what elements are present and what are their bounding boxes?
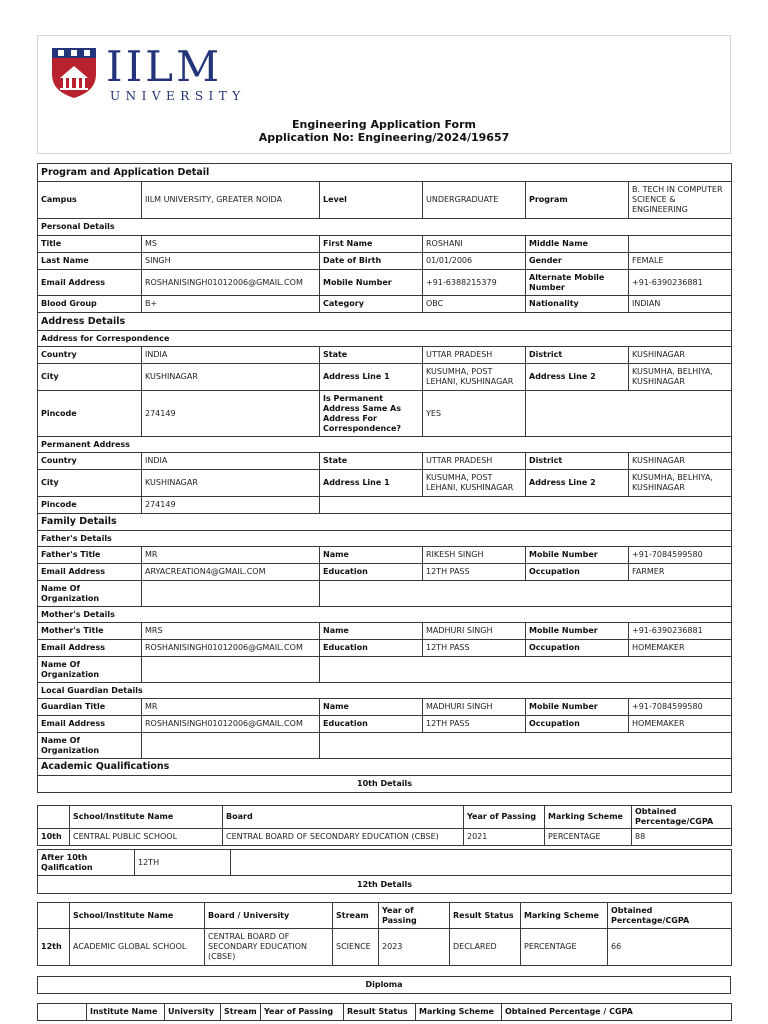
twelfth-row-label: 12th — [38, 929, 70, 966]
twelfth-header-stream: Stream — [333, 903, 379, 929]
mother-email-value: ROSHANISINGH01012006@GMAIL.COM — [142, 640, 320, 657]
tenth-scheme: PERCENTAGE — [545, 829, 632, 846]
father-org-label: Name Of Organization — [38, 581, 142, 607]
father-education-label: Education — [320, 564, 423, 581]
last-name-value: SINGH — [142, 253, 320, 270]
father-email-label: Email Address — [38, 564, 142, 581]
same-address-label: Is Permanent Address Same As Address For Correspondence? — [320, 391, 423, 437]
address-line1-value: KUSUMHA, POST LEHANI, KUSHINAGAR — [423, 364, 526, 391]
empty-cell — [231, 850, 732, 876]
pincode-label: Pincode — [38, 391, 142, 437]
logo-subtitle: UNIVERSITY — [110, 89, 246, 103]
email-value: ROSHANISINGH01012006@GMAIL.COM — [142, 270, 320, 296]
tenth-year: 2021 — [464, 829, 545, 846]
guardian-org-value — [142, 733, 320, 759]
first-name-label: First Name — [320, 236, 423, 253]
mother-mobile-value: +91-6390236881 — [629, 623, 732, 640]
university-logo — [48, 42, 246, 103]
section-family: Family Details — [38, 514, 732, 531]
twelfth-table — [37, 902, 732, 966]
mother-title-value: MRS — [142, 623, 320, 640]
guardian-org-label: Name Of Organization — [38, 733, 142, 759]
empty-cell — [526, 391, 732, 437]
guardian-title-label: Guardian Title — [38, 699, 142, 716]
crest-icon — [48, 44, 100, 98]
father-name-value: RIKESH SINGH — [423, 547, 526, 564]
guardian-occupation-label: Occupation — [526, 716, 629, 733]
category-label: Category — [320, 296, 423, 313]
after-tenth-label: After 10th Qalification — [38, 850, 135, 876]
twelfth-heading: 12th Details — [38, 876, 732, 894]
diploma-header-percentage: Obtained Percentage / CGPA — [502, 1004, 732, 1021]
perm-state-label: State — [320, 453, 423, 470]
level-label: Level — [320, 182, 423, 219]
state-value: UTTAR PRADESH — [423, 347, 526, 364]
perm-state-value: UTTAR PRADESH — [423, 453, 526, 470]
empty-cell — [320, 657, 732, 683]
section-program: Program and Application Detail — [38, 164, 732, 182]
state-label: State — [320, 347, 423, 364]
tenth-school: CENTRAL PUBLIC SCHOOL — [70, 829, 223, 846]
guardian-name-label: Name — [320, 699, 423, 716]
twelfth-year: 2023 — [379, 929, 450, 966]
tenth-header-school: School/Institute Name — [70, 806, 223, 829]
perm-pincode-value: 274149 — [142, 497, 320, 514]
pincode-value: 274149 — [142, 391, 320, 437]
perm-line2-value: KUSUMHA, BELHIYA, KUSHINAGAR — [629, 470, 732, 497]
tenth-heading: 10th Details — [38, 776, 732, 793]
mother-education-label: Education — [320, 640, 423, 657]
twelfth-header-year: Year of Passing — [379, 903, 450, 929]
country-value: INDIA — [142, 347, 320, 364]
dob-label: Date of Birth — [320, 253, 423, 270]
nationality-label: Nationality — [526, 296, 629, 313]
twelfth-header-school: School/Institute Name — [70, 903, 205, 929]
middle-name-label: Middle Name — [526, 236, 629, 253]
twelfth-header-percentage: Obtained Percentage/CGPA — [608, 903, 732, 929]
city-value: KUSHINAGAR — [142, 364, 320, 391]
twelfth-result: DECLARED — [450, 929, 521, 966]
twelfth-stream: SCIENCE — [333, 929, 379, 966]
perm-line2-label: Address Line 2 — [526, 470, 629, 497]
empty-cell — [320, 497, 732, 514]
mobile-value: +91-6388215379 — [423, 270, 526, 296]
dob-value: 01/01/2006 — [423, 253, 526, 270]
mobile-label: Mobile Number — [320, 270, 423, 296]
father-heading: Father's Details — [38, 531, 732, 547]
campus-value: IILM UNIVERSITY, GREATER NOIDA — [142, 182, 320, 219]
guardian-name-value: MADHURI SINGH — [423, 699, 526, 716]
middle-name-value — [629, 236, 732, 253]
last-name-label: Last Name — [38, 253, 142, 270]
mother-heading: Mother's Details — [38, 607, 732, 623]
twelfth-percentage: 66 — [608, 929, 732, 966]
father-occupation-value: FARMER — [629, 564, 732, 581]
twelfth-header-scheme: Marking Scheme — [521, 903, 608, 929]
address-line2-value: KUSUMHA, BELHIYA, KUSHINAGAR — [629, 364, 732, 391]
application-number: Application No: Engineering/2024/19657 — [258, 131, 510, 144]
nationality-value: INDIAN — [629, 296, 732, 313]
guardian-heading: Local Guardian Details — [38, 683, 732, 699]
mother-name-label: Name — [320, 623, 423, 640]
section-address: Address Details — [38, 313, 732, 331]
twelfth-school: ACADEMIC GLOBAL SCHOOL — [70, 929, 205, 966]
diploma-table — [37, 1003, 732, 1021]
section-personal: Personal Details — [38, 219, 732, 236]
city-label: City — [38, 364, 142, 391]
perm-country-value: INDIA — [142, 453, 320, 470]
tenth-percentage: 88 — [632, 829, 732, 846]
tenth-header-percentage: Obtained Percentage/CGPA — [632, 806, 732, 829]
title-label: Title — [38, 236, 142, 253]
level-value: UNDERGRADUATE — [423, 182, 526, 219]
empty-cell — [320, 733, 732, 759]
tenth-header-blank — [38, 806, 70, 829]
diploma-header-result: Result Status — [344, 1004, 416, 1021]
logo-wordmark: IILM — [106, 42, 223, 91]
father-title-label: Father's Title — [38, 547, 142, 564]
diploma-header-stream: Stream — [221, 1004, 261, 1021]
form-title: Engineering Application Form — [292, 118, 476, 131]
empty-cell — [320, 581, 732, 607]
perm-city-value: KUSHINAGAR — [142, 470, 320, 497]
guardian-occupation-value: HOMEMAKER — [629, 716, 732, 733]
section-academic: Academic Qualifications — [38, 759, 732, 776]
father-occupation-label: Occupation — [526, 564, 629, 581]
corr-address-heading: Address for Correspondence — [38, 331, 732, 347]
tenth-header-year: Year of Passing — [464, 806, 545, 829]
tenth-board: CENTRAL BOARD OF SECONDARY EDUCATION (CBSE) — [223, 829, 464, 846]
perm-line1-label: Address Line 1 — [320, 470, 423, 497]
perm-district-value: KUSHINAGAR — [629, 453, 732, 470]
perm-city-label: City — [38, 470, 142, 497]
perm-address-heading: Permanent Address — [38, 437, 732, 453]
perm-pincode-label: Pincode — [38, 497, 142, 514]
diploma-header-scheme: Marking Scheme — [416, 1004, 502, 1021]
guardian-email-label: Email Address — [38, 716, 142, 733]
guardian-education-value: 12TH PASS — [423, 716, 526, 733]
twelfth-header-blank — [38, 903, 70, 929]
gender-value: FEMALE — [629, 253, 732, 270]
mother-org-label: Name Of Organization — [38, 657, 142, 683]
perm-country-label: Country — [38, 453, 142, 470]
twelfth-header-board: Board / University — [205, 903, 333, 929]
perm-line1-value: KUSUMHA, POST LEHANI, KUSHINAGAR — [423, 470, 526, 497]
guardian-education-label: Education — [320, 716, 423, 733]
twelfth-scheme: PERCENTAGE — [521, 929, 608, 966]
diploma-header-institute: Institute Name — [87, 1004, 165, 1021]
gender-label: Gender — [526, 253, 629, 270]
details-table — [37, 163, 732, 793]
tenth-header-scheme: Marking Scheme — [545, 806, 632, 829]
program-value: B. TECH IN COMPUTER SCIENCE & ENGINEERING — [629, 182, 732, 219]
tenth-table — [37, 805, 732, 846]
mother-education-value: 12TH PASS — [423, 640, 526, 657]
guardian-mobile-label: Mobile Number — [526, 699, 629, 716]
mother-title-label: Mother's Title — [38, 623, 142, 640]
same-address-value: YES — [423, 391, 526, 437]
after-tenth-value: 12TH — [135, 850, 231, 876]
father-email-value: ARYACREATION4@GMAIL.COM — [142, 564, 320, 581]
father-name-label: Name — [320, 547, 423, 564]
twelfth-board: CENTRAL BOARD OF SECONDARY EDUCATION (CBSE) — [205, 929, 333, 966]
tenth-header-board: Board — [223, 806, 464, 829]
mother-org-value — [142, 657, 320, 683]
diploma-header-year: Year of Passing — [261, 1004, 344, 1021]
mother-occupation-value: HOMEMAKER — [629, 640, 732, 657]
title-value: MS — [142, 236, 320, 253]
first-name-value: ROSHANI — [423, 236, 526, 253]
campus-label: Campus — [38, 182, 142, 219]
address-line2-label: Address Line 2 — [526, 364, 629, 391]
blood-group-value: B+ — [142, 296, 320, 313]
father-mobile-label: Mobile Number — [526, 547, 629, 564]
category-value: OBC — [423, 296, 526, 313]
tenth-row-label: 10th — [38, 829, 70, 846]
mother-mobile-label: Mobile Number — [526, 623, 629, 640]
diploma-header-university: University — [165, 1004, 221, 1021]
country-label: Country — [38, 347, 142, 364]
father-title-value: MR — [142, 547, 320, 564]
father-mobile-value: +91-7084599580 — [629, 547, 732, 564]
district-value: KUSHINAGAR — [629, 347, 732, 364]
guardian-mobile-value: +91-7084599580 — [629, 699, 732, 716]
father-education-value: 12TH PASS — [423, 564, 526, 581]
program-label: Program — [526, 182, 629, 219]
blood-group-label: Blood Group — [38, 296, 142, 313]
diploma-heading: Diploma — [38, 977, 731, 994]
alt-mobile-value: +91-6390236881 — [629, 270, 732, 296]
form-header — [37, 35, 731, 154]
guardian-email-value: ROSHANISINGH01012006@GMAIL.COM — [142, 716, 320, 733]
perm-district-label: District — [526, 453, 629, 470]
mother-email-label: Email Address — [38, 640, 142, 657]
address-line1-label: Address Line 1 — [320, 364, 423, 391]
father-org-value — [142, 581, 320, 607]
email-label: Email Address — [38, 270, 142, 296]
guardian-title-value: MR — [142, 699, 320, 716]
mother-occupation-label: Occupation — [526, 640, 629, 657]
after-tenth-table — [37, 849, 732, 894]
alt-mobile-label: Alternate Mobile Number — [526, 270, 629, 296]
mother-name-value: MADHURI SINGH — [423, 623, 526, 640]
twelfth-header-result: Result Status — [450, 903, 521, 929]
district-label: District — [526, 347, 629, 364]
diploma-header-blank — [38, 1004, 87, 1021]
diploma-heading-table — [37, 976, 731, 994]
